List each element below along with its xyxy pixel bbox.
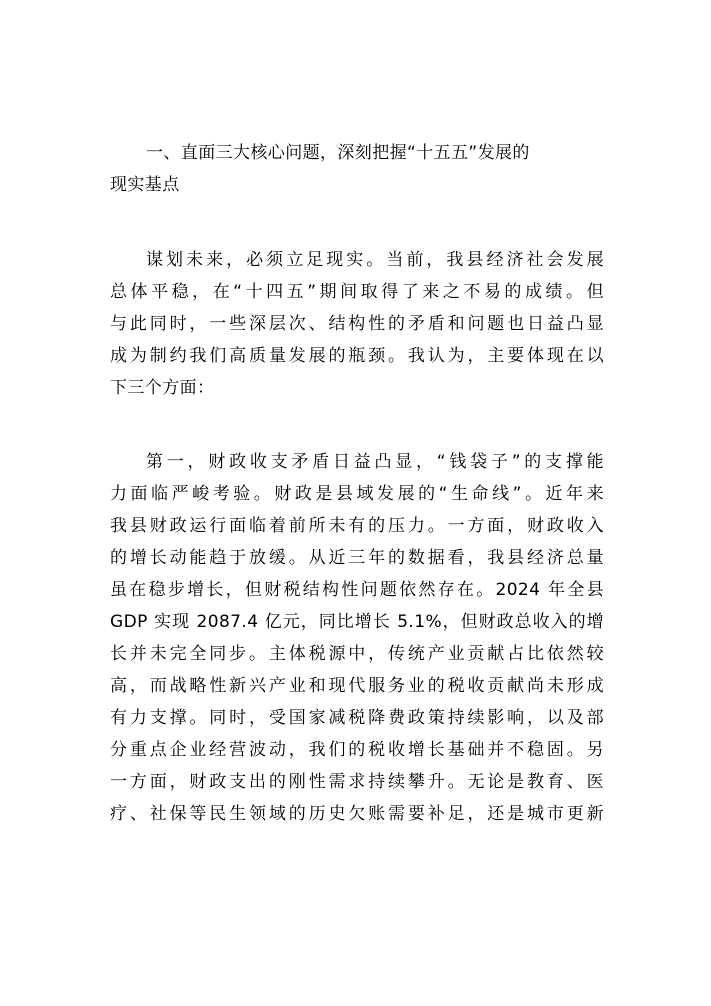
paragraph-2-line-4: 的增长动能趋于放缓。从近三年的数据看，我县经济总量 bbox=[110, 548, 604, 568]
paragraph-1-line-3: 与此同时，一些深层次、结构性的矛盾和问题也日益凸显 bbox=[110, 314, 604, 334]
paragraph-2-line-11: 一方面，财政支出的刚性需求持续攀升。无论是教育、医 bbox=[110, 772, 604, 792]
paragraph-2-line-6: GDP 实现 2087.4 亿元，同比增长 5.1%，但财政总收入的增 bbox=[110, 612, 604, 632]
paragraph-2-line-10: 分重点企业经营波动，我们的税收增长基础并不稳固。另 bbox=[110, 740, 604, 760]
paragraph-2-line-2: 力面临严峻考验。财政是县域发展的“生命线”。近年来 bbox=[110, 484, 604, 504]
paragraph-1-line-1: 谋划未来，必须立足现实。当前，我县经济社会发展 bbox=[146, 250, 604, 270]
paragraph-2-line-7: 长并未完全同步。主体税源中，传统产业贡献占比依然较 bbox=[110, 644, 604, 664]
paragraph-2-line-5: 虽在稳步增长，但财税结构性问题依然存在。2024 年全县 bbox=[110, 580, 604, 600]
section-heading-line-2: 现实基点 bbox=[110, 175, 180, 195]
document-body bbox=[110, 141, 604, 834]
paragraph-spacer bbox=[110, 408, 604, 450]
paragraph-2-line-8: 高，而战略性新兴产业和现代服务业的税收贡献尚未形成 bbox=[110, 676, 604, 696]
paragraph-2-line-12: 疗、社保等民生领域的历史欠账需要补足，还是城市更新 bbox=[110, 804, 604, 824]
paragraph-spacer bbox=[110, 205, 604, 248]
paragraph-1-line-5: 下三个方面： bbox=[110, 378, 215, 398]
section-heading-line-1: 一、直面三大核心问题，深刻把握“十五五”发展的 bbox=[146, 143, 530, 163]
paragraph-2-line-9: 有力支撑。同时，受国家减税降费政策持续影响，以及部 bbox=[110, 708, 604, 728]
paragraph-1-line-4: 成为制约我们高质量发展的瓶颈。我认为，主要体现在以 bbox=[110, 346, 604, 366]
paragraph-1-line-2: 总体平稳，在“十四五”期间取得了来之不易的成绩。但 bbox=[110, 282, 604, 302]
paragraph-2-line-1: 第一，财政收支矛盾日益凸显，“钱袋子”的支撑能 bbox=[146, 452, 604, 472]
paragraph-2-line-3: 我县财政运行面临着前所未有的压力。一方面，财政收入 bbox=[110, 516, 604, 536]
